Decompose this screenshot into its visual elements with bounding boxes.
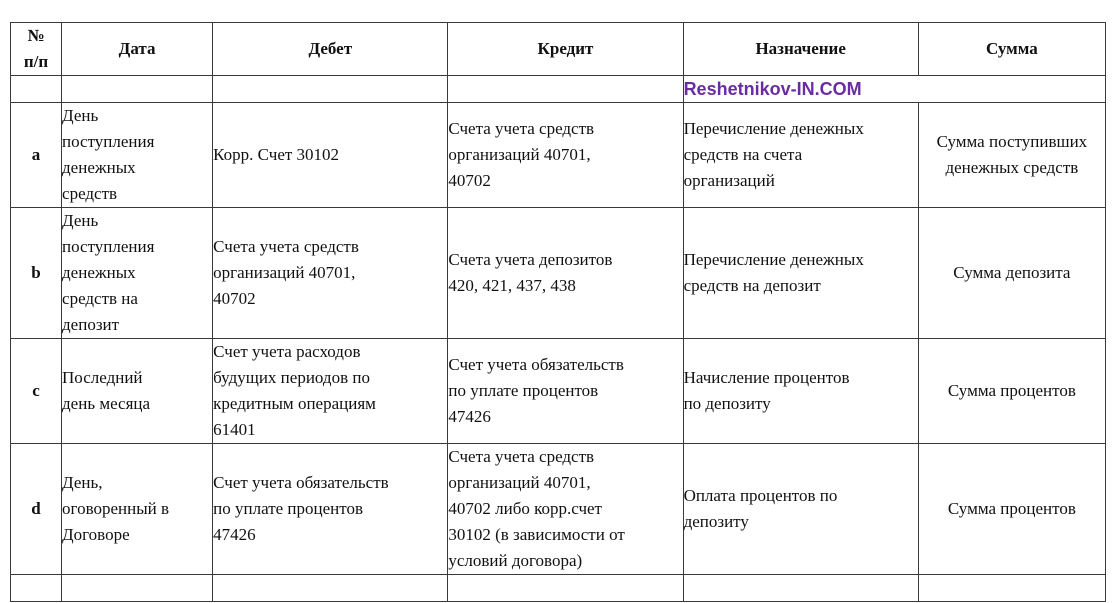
row-date: Последний день месяца — [62, 339, 213, 444]
header-purpose: Назначение — [683, 23, 918, 76]
empty-cell — [683, 575, 918, 602]
row-credit: Счета учета депозитов 420, 421, 437, 438 — [448, 208, 683, 339]
header-credit: Кредит — [448, 23, 683, 76]
deposit-accounting-table — [10, 22, 1106, 602]
row-amount: Сумма процентов — [918, 339, 1105, 444]
row-date: День, оговоренный в Договоре — [62, 444, 213, 575]
table-row — [11, 339, 1106, 444]
table-row — [11, 208, 1106, 339]
table-row — [11, 103, 1106, 208]
row-purpose: Перечисление денежных средств на счета организаций — [683, 103, 918, 208]
row-num: b — [11, 208, 62, 339]
row-purpose: Начисление процентов по депозиту — [683, 339, 918, 444]
row-credit: Счета учета средств организаций 40701, 40702 либо корр.счет 30102 (в зависимости от условий договора) — [448, 444, 683, 575]
row-amount: Сумма депозита — [918, 208, 1105, 339]
row-purpose: Оплата процентов по депозиту — [683, 444, 918, 575]
table-row — [11, 444, 1106, 575]
row-date: День поступления денежных средств на депозит — [62, 208, 213, 339]
empty-row — [11, 575, 1106, 602]
empty-cell — [11, 76, 62, 103]
row-credit: Счета учета средств организаций 40701, 40702 — [448, 103, 683, 208]
row-num: a — [11, 103, 62, 208]
header-num: № п/п — [11, 23, 62, 76]
row-debit: Корр. Счет 30102 — [213, 103, 448, 208]
row-debit: Счета учета средств организаций 40701, 40702 — [213, 208, 448, 339]
row-credit: Счет учета обязательств по уплате процентов 47426 — [448, 339, 683, 444]
row-num: d — [11, 444, 62, 575]
empty-cell — [918, 575, 1105, 602]
header-amount: Сумма — [918, 23, 1105, 76]
row-purpose: Перечисление денежных средств на депозит — [683, 208, 918, 339]
empty-cell — [11, 575, 62, 602]
row-amount: Сумма поступивших денежных средств — [918, 103, 1105, 208]
empty-cell — [62, 575, 213, 602]
empty-cell — [448, 76, 683, 103]
watermark-text: Reshetnikov-IN.COM — [683, 76, 1105, 103]
empty-cell — [213, 76, 448, 103]
row-debit: Счет учета расходов будущих периодов по кредитным операциям 61401 — [213, 339, 448, 444]
row-amount: Сумма процентов — [918, 444, 1105, 575]
empty-cell — [62, 76, 213, 103]
empty-cell — [448, 575, 683, 602]
header-debit: Дебет — [213, 23, 448, 76]
row-num: c — [11, 339, 62, 444]
row-debit: Счет учета обязательств по уплате процентов 47426 — [213, 444, 448, 575]
header-row — [11, 23, 1106, 76]
watermark-row — [11, 76, 1106, 103]
empty-cell — [213, 575, 448, 602]
row-date: День поступления денежных средств — [62, 103, 213, 208]
header-date: Дата — [62, 23, 213, 76]
